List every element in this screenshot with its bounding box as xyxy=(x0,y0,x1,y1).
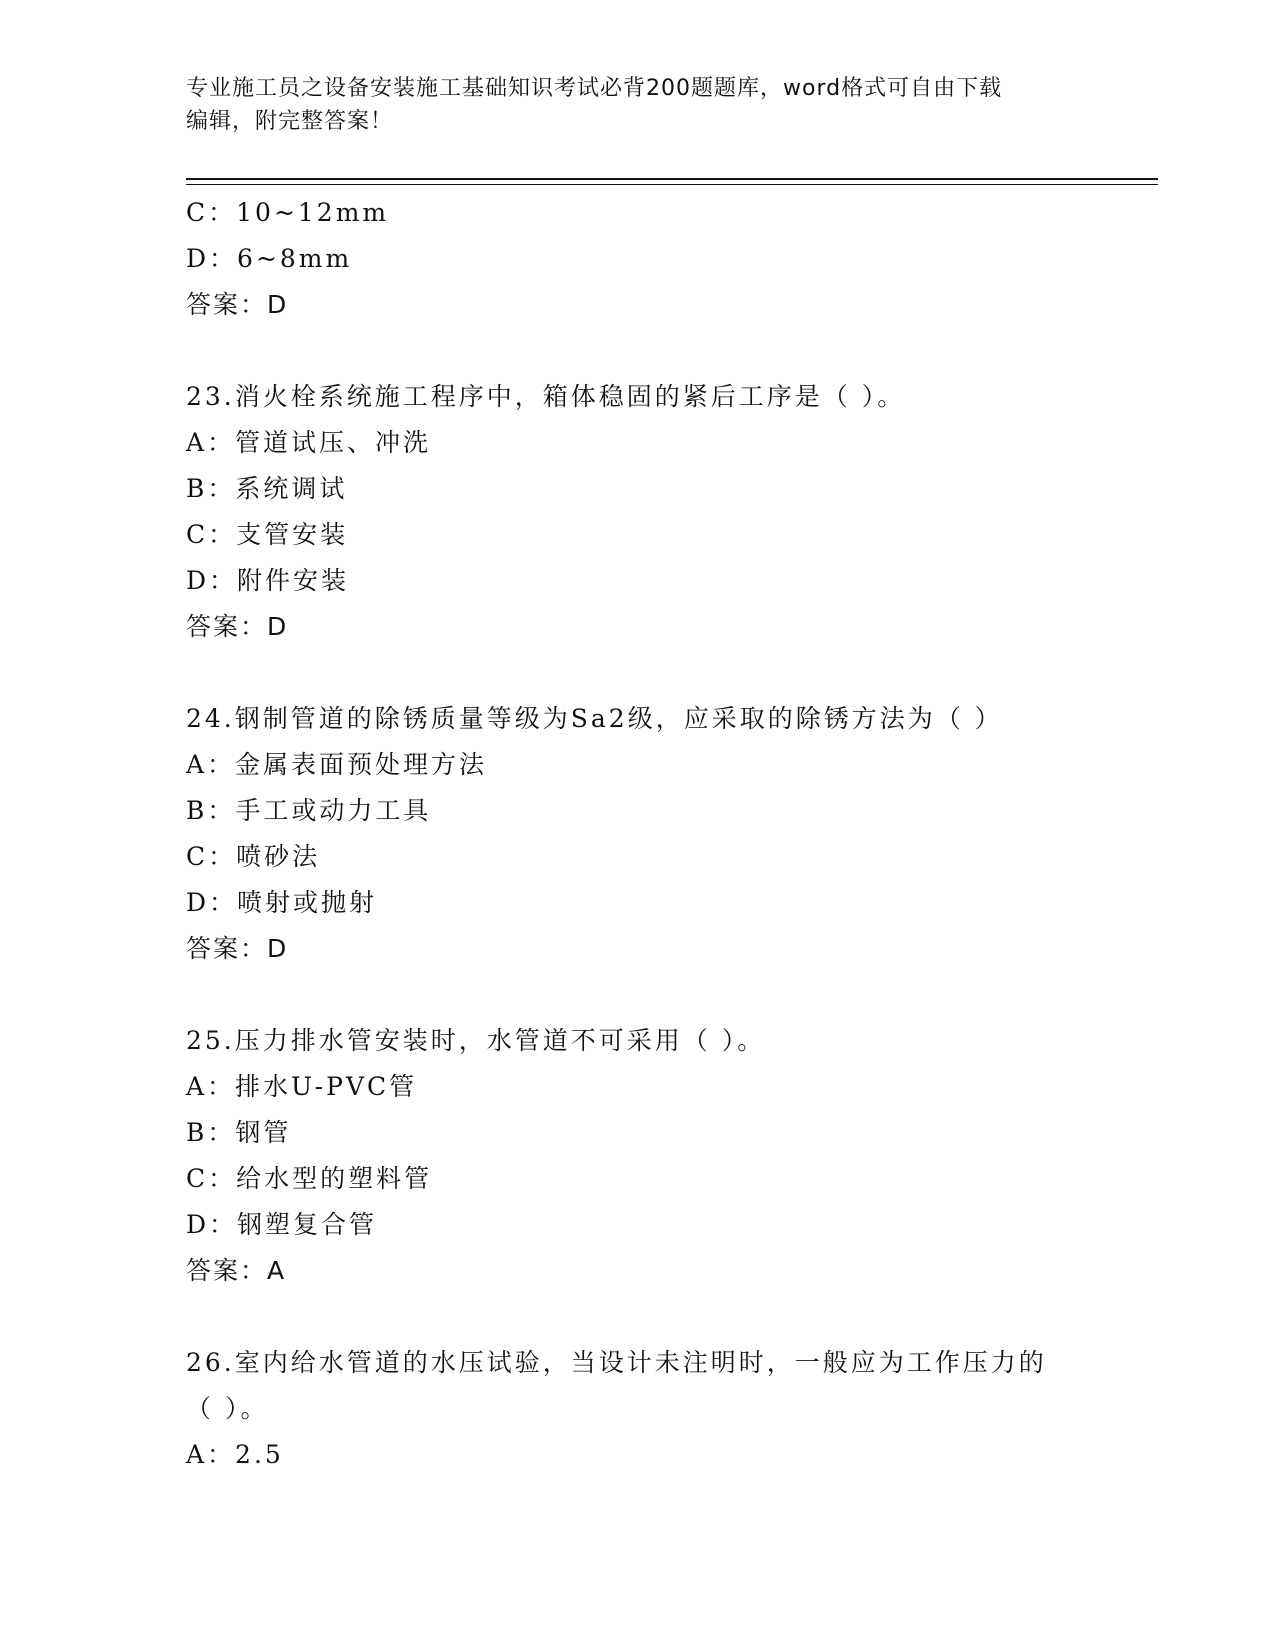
question-25-option-c: C：给水型的塑料管 xyxy=(186,1164,433,1193)
spacer xyxy=(186,650,1086,696)
question-content xyxy=(186,190,1086,1478)
header-divider-thin xyxy=(186,184,1158,185)
prev-answer: 答案：D xyxy=(186,290,289,319)
question-26-stem-line-2: （ ）。 xyxy=(186,1394,269,1423)
question-25-stem: 25.压力排水管安装时，水管道不可采用（ ）。 xyxy=(186,1026,766,1055)
question-24-answer: 答案：D xyxy=(186,934,289,963)
header-line-2: 编辑，附完整答案！ xyxy=(186,109,394,134)
spacer xyxy=(186,1294,1086,1340)
question-25-option-d: D：钢塑复合管 xyxy=(186,1210,378,1239)
question-23-option-c: C：支管安装 xyxy=(186,520,349,549)
question-24-option-c: C：喷砂法 xyxy=(186,842,321,871)
question-24-stem: 24.钢制管道的除锈质量等级为Sa2级，应采取的除锈方法为（ ） xyxy=(186,704,1003,733)
prev-option-c: C：10~12mm xyxy=(186,198,390,227)
question-23-option-a: A：管道试压、冲洗 xyxy=(186,428,432,457)
question-23-answer: 答案：D xyxy=(186,612,289,641)
prev-option-d: D：6~8mm xyxy=(186,244,353,273)
question-26-stem-line-1: 26.室内给水管道的水压试验，当设计未注明时，一般应为工作压力的 xyxy=(186,1348,1047,1377)
question-24-option-b: B：手工或动力工具 xyxy=(186,796,432,825)
question-23-option-b: B：系统调试 xyxy=(186,474,348,503)
question-25-option-a: A：排水U-PVC管 xyxy=(186,1072,418,1101)
spacer xyxy=(186,972,1086,1018)
question-25-option-b: B：钢管 xyxy=(186,1118,292,1147)
question-25-answer: 答案：A xyxy=(186,1256,287,1285)
header-line-1: 专业施工员之设备安装施工基础知识考试必背200题题库，word格式可自由下载 xyxy=(186,76,1003,101)
question-23-option-d: D：附件安装 xyxy=(186,566,350,595)
question-23-stem: 23.消火栓系统施工程序中，箱体稳固的紧后工序是（ ）。 xyxy=(186,382,906,411)
header-divider xyxy=(186,178,1158,180)
spacer xyxy=(186,328,1086,374)
question-24-option-d: D：喷射或抛射 xyxy=(186,888,378,917)
question-24-option-a: A：金属表面预处理方法 xyxy=(186,750,488,779)
question-26-option-a: A：2.5 xyxy=(186,1440,284,1469)
document-header xyxy=(186,72,1086,138)
